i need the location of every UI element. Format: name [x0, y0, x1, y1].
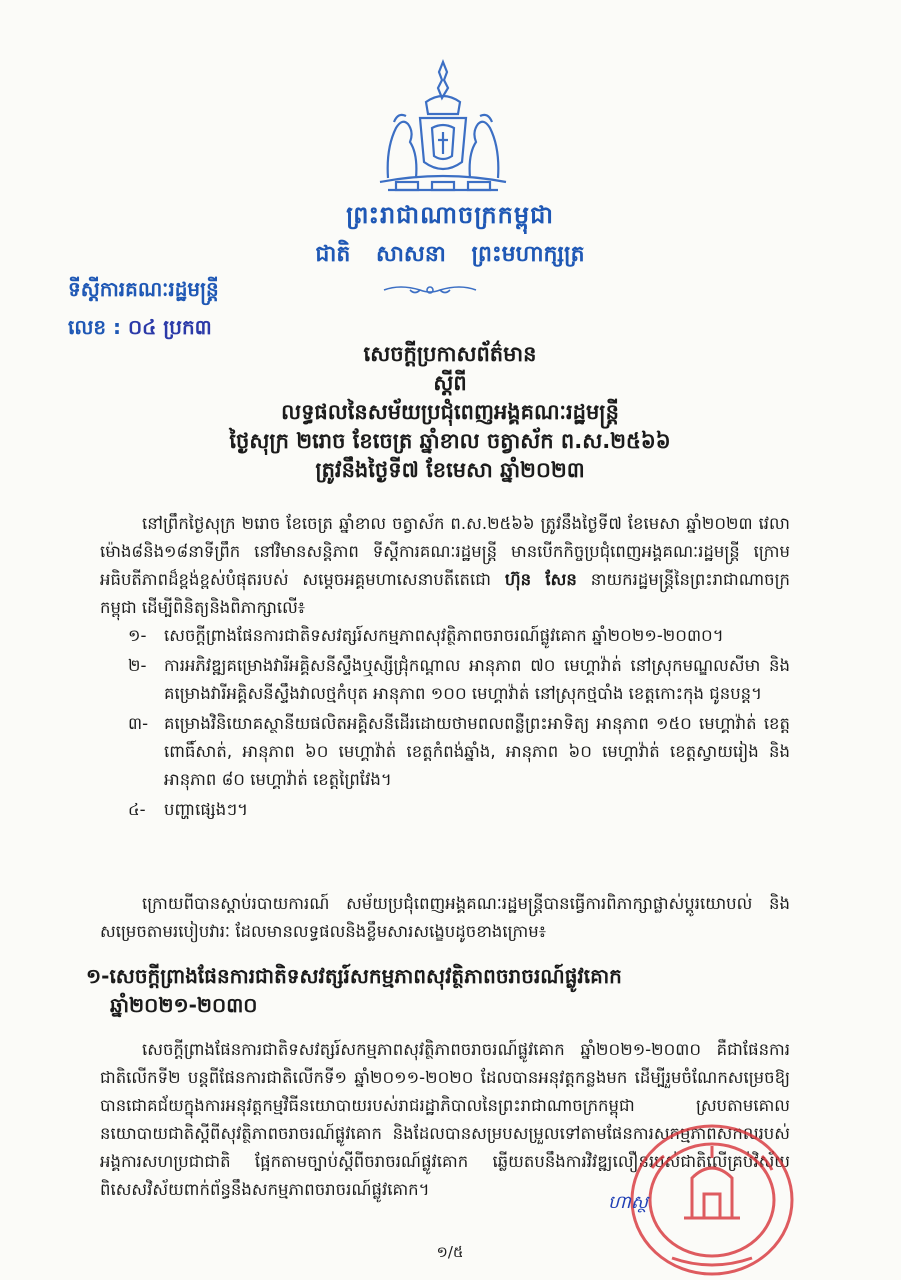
- heading-line-3: លទ្ធផលនៃសម័យប្រជុំពេញអង្គគណៈរដ្ឋមន្ត្រី: [281, 400, 619, 424]
- agenda-text: គម្រោងវិនិយោគស្ថានីយផលិតអគ្គិសនីដើរដោយថាមពលពន្លឺព្រះអាទិត្យ អានុភាព ១៥០ មេហ្គាវ៉ាត់ ខេត្តពោធិ៍សាត់, អានុភាព ៦០ មេហ្គាវ៉ាត់ ខេត្តកំពង់ឆ្នាំង, អានុភាព ៦០ មេហ្គាវ៉ាត់ ខេត្តស្វាយរៀង និងអានុភាព ៨០ មេហ្គាវ៉ាត់ ខេត្តព្រៃវែង។: [164, 714, 790, 789]
- list-item: [128, 796, 790, 824]
- national-motto: ជាតិ សាសនា ព្រះមហាក្សត្រ: [315, 242, 585, 267]
- agenda-list: [128, 622, 790, 826]
- agenda-number: ៤-: [128, 800, 146, 819]
- section-1-title: [86, 962, 786, 1020]
- page-number: ១/៥: [436, 1243, 464, 1261]
- section-1-title-line-1: ១-សេចក្ដីព្រាងផែនការជាតិទសវត្សរ៍សកម្មភាពសុវត្ថិភាពចរាចរណ៍ផ្លូវគោក: [86, 964, 622, 988]
- agenda-text: បញ្ហាផ្សេងៗ។: [164, 800, 248, 819]
- heading-line-4: ថ្ងៃសុក្រ ២រោច ខែចេត្រ ឆ្នាំខាល ចត្វាស័ក ព.ស.២៥៦៦: [229, 429, 671, 453]
- agenda-number: ២-: [128, 656, 147, 675]
- prime-minister-name: ហ៊ុន សែន: [504, 570, 577, 589]
- list-item: [128, 652, 790, 708]
- agenda-text: ការអភិវឌ្ឍគម្រោងវារីអគ្គិសនីស្ទឹងឬស្សីជ្រុំកណ្ដាល អានុភាព ៧០ មេហ្គាវ៉ាត់ នៅស្រុកមណ្ឌលសីមា និងគម្រោងវារីអគ្គិសនីស្ទឹងវាលថ្មកំបុត អានុភាព ១០០ មេហ្គាវ៉ាត់ នៅស្រុកថ្មបាំង ខេត្តកោះកុង ជូនបន្ត។: [164, 656, 790, 703]
- agenda-text: សេចក្ដីព្រាងផែនការជាតិទសវត្សរ៍សកម្មភាពសុវត្ថិភាពចរាចរណ៍ផ្លូវគោក ឆ្នាំ២០២១-២០៣០។: [164, 626, 724, 645]
- intro-text-2: នាយករដ្ឋមន្ត្រីនៃព្រះរាជាណាចក្រកម្ពុជា ដើម្បីពិនិត្យនិងពិភាក្សាលើ៖: [100, 570, 791, 617]
- intro-paragraph: [100, 510, 790, 622]
- heading-line-1: សេចក្ដីប្រកាសព័ត៌មាន: [363, 342, 537, 366]
- reference-label: លេខ :: [68, 315, 122, 339]
- intro-text-1: នៅព្រឹកថ្ងៃសុក្រ ២រោច ខែចេត្រ ឆ្នាំខាល ចត្វាស័ក ព.ស.២៥៦៦ ត្រូវនឹងថ្ងៃទី៧ ខែមេសា ឆ្នាំ២០២៣ វេលាម៉ោង៨និង១៨នាទីព្រឹក នៅវិមានសន្តិភាព ទីស្ដីការគណៈរដ្ឋមន្ត្រី មានបើកកិច្ចប្រជុំពេញអង្គគណៈរដ្ឋមន្ត្រី ក្រោមអធិបតីភាពដ៏ខ្ពង់ខ្ពស់បំផុតរបស់ សម្ដេចអគ្គមហាសេនាបតីតេជោ: [100, 514, 790, 589]
- issuing-office: ទីស្ដីការគណៈរដ្ឋមន្ត្រី: [68, 277, 219, 301]
- heading-line-2: ស្ដីពី: [433, 371, 467, 395]
- handwritten-initials: ហាស្ថ: [608, 1192, 648, 1213]
- section-1-body: សេចក្ដីព្រាងផែនការជាតិទសវត្សរ៍សកម្មភាពសុវត្ថិភាពចរាចរណ៍ផ្លូវគោក ឆ្នាំ២០២១-២០៣០ គឺជាផែនការជាតិលើកទី២ បន្តពីផែនការជាតិលើកទី១ ឆ្នាំ២០១១-២០២០ ដែលបានអនុវត្តកន្លងមក ដើម្បីរួមចំណែកសម្រេចឱ្យបានជោគជ័យក្នុងការអនុវត្តកម្មវិធីនយោបាយរបស់រាជរដ្ឋាភិបាលនៃព្រះរាជាណាចក្រកម្ពុជា ស្របតាមគោលនយោបាយជាតិស្ដីពីសុវត្ថិភាពចរាចរណ៍ផ្លូវគោក និងដែលបានសម្របសម្រួលទៅតាមផែនការសកម្មភាពសកលរបស់អង្គការសហប្រជាជាតិ ផ្អែកតាមច្បាប់ស្ដីពីចរាចរណ៍ផ្លូវគោក ឆ្លើយតបនឹងការវិវឌ្ឍលឿនរបស់ជាតិលើគ្រប់វិស័យ ពិសេសវិស័យពាក់ព័ន្ធនឹងសកម្មភាពចរាចរណ៍ផ្លូវគោក។: [100, 1040, 790, 1199]
- list-item: [128, 622, 790, 650]
- agenda-number: ១-: [128, 626, 147, 645]
- kingdom-title: ព្រះរាជាណាចក្រកម្ពុជា: [346, 201, 554, 229]
- royal-coat-of-arms-icon: [368, 58, 518, 198]
- reference-value: ០៤ ប្រក៣: [128, 315, 212, 339]
- heading-line-5: ត្រូវនឹងថ្ងៃទី៧ ខែមេសា ឆ្នាំ២០២៣: [315, 458, 585, 482]
- agenda-number: ៣-: [128, 714, 149, 733]
- list-item: [128, 710, 790, 794]
- ornament-divider-icon: [380, 282, 480, 298]
- document-heading: [180, 340, 720, 485]
- section-1-title-line-2: ឆ្នាំ២០២១-២០៣០: [110, 993, 258, 1017]
- summary-intro-paragraph: ក្រោយពីបានស្ដាប់របាយការណ៍ សម័យប្រជុំពេញអង្គគណៈរដ្ឋមន្ត្រីបានធ្វើការពិភាក្សាផ្លាស់ប្ដូរយោបល់ និងសម្រេចតាមរបៀបវារៈ ដែលមានលទ្ធផលនិងខ្លឹមសារសង្ខេបដូចខាងក្រោម៖: [100, 894, 790, 941]
